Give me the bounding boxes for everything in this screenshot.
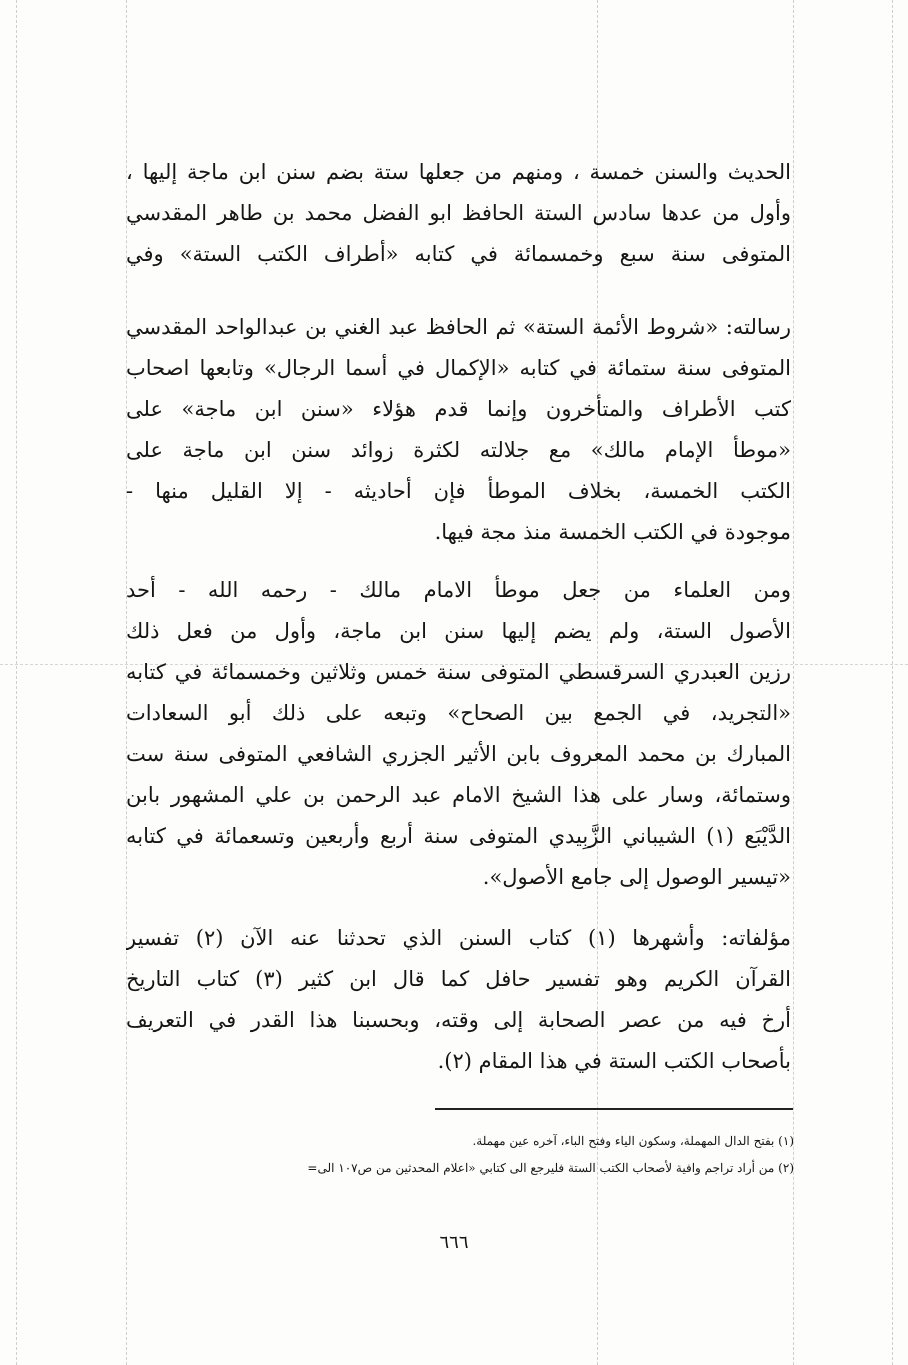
text-line: المبارك بن محمد المعروف بابن الأثير الجزري الشافعي المتوفى سنة ست — [126, 742, 791, 766]
text-line: «تيسير الوصول إلى جامع الأصول». — [482, 865, 791, 889]
text-line: الدَّيْبَع (١) الشيباني الزَّبِيدي المتوفى سنة أربع وأربعين وتسعمائة في كتابه — [126, 824, 791, 848]
footnote-1: (١) بفتح الدال المهملة، وسكون الياء وفتح الباء، آخره عين مهملة. — [472, 1134, 794, 1148]
text-line: رسالته: «شروط الأئمة الستة» ثم الحافظ عبد الغني بن عبدالواحد المقدسي — [126, 315, 791, 339]
page-number: ٦٦٦ — [439, 1232, 469, 1253]
scan-guide-vertical — [16, 0, 17, 1365]
text-line: الحديث والسنن خمسة ، ومنهم من جعلها ستة بضم سنن ابن ماجة إليها ، — [126, 160, 791, 184]
text-line: أرخ فيه من عصر الصحابة إلى وقته، وبحسبنا هذا القدر في التعريف — [126, 1008, 791, 1032]
text-line: وستمائة، وسار على هذا الشيخ الامام عبد الرحمن بن علي المشهور بابن — [126, 783, 791, 807]
footnote-2: (٢) من أراد تراجم وافية لأصحاب الكتب الستة فليرجع الى كتابي «اعلام المحدثين من ص١٠٧ الى= — [307, 1161, 794, 1175]
text-line: مؤلفاته: وأشهرها (١) كتاب السنن الذي تحدثنا عنه الآن (٢) تفسير — [126, 926, 791, 950]
footnote-separator — [435, 1108, 793, 1110]
paragraph-4 — [126, 918, 791, 1082]
text-line: الكتب الخمسة، بخلاف الموطأ فإن أحاديثه - إلا القليل منها - — [126, 479, 791, 503]
text-line: «التجريد، في الجمع بين الصحاح» وتبعه على ذلك أبو السعادات — [126, 701, 791, 725]
paragraph-3 — [126, 570, 791, 898]
paragraph-1 — [126, 152, 791, 275]
text-line: ومن العلماء من جعل موطأ الامام مالك - رحمه الله - أحد — [126, 578, 791, 602]
text-line: بأصحاب الكتب الستة في هذا المقام (٢). — [437, 1049, 791, 1073]
text-line: الأصول الستة، ولم يضم إليها سنن ابن ماجة، وأول من فعل ذلك — [126, 619, 791, 643]
text-line: القرآن الكريم وهو تفسير حافل كما قال ابن كثير (٣) كتاب التاريخ — [126, 967, 791, 991]
footnotes — [126, 1128, 794, 1182]
text-line: موجودة في الكتب الخمسة منذ مجة فيها. — [434, 520, 791, 544]
paragraph-2 — [126, 307, 791, 553]
text-line: كتب الأطراف والمتأخرون وإنما قدم هؤلاء «سنن ابن ماجة» على — [126, 397, 791, 421]
text-line: المتوفى سنة ستمائة في كتابه «الإكمال في أسما الرجال» وتابعها اصحاب — [126, 356, 791, 380]
text-line: المتوفى سنة سبع وخمسمائة في كتابه «أطراف الكتب الستة» وفي — [126, 242, 791, 266]
text-line: وأول من عدها سادس الستة الحافظ ابو الفضل محمد بن طاهر المقدسي — [126, 201, 791, 225]
scan-guide-vertical — [892, 0, 893, 1365]
text-line: رزين العبدري السرقسطي المتوفى سنة خمس وثلاثين وخمسمائة في كتابه — [126, 660, 791, 684]
text-line: «موطأ الإمام مالك» مع جلالته لكثرة زوائد سنن ابن ماجة على — [126, 438, 791, 462]
